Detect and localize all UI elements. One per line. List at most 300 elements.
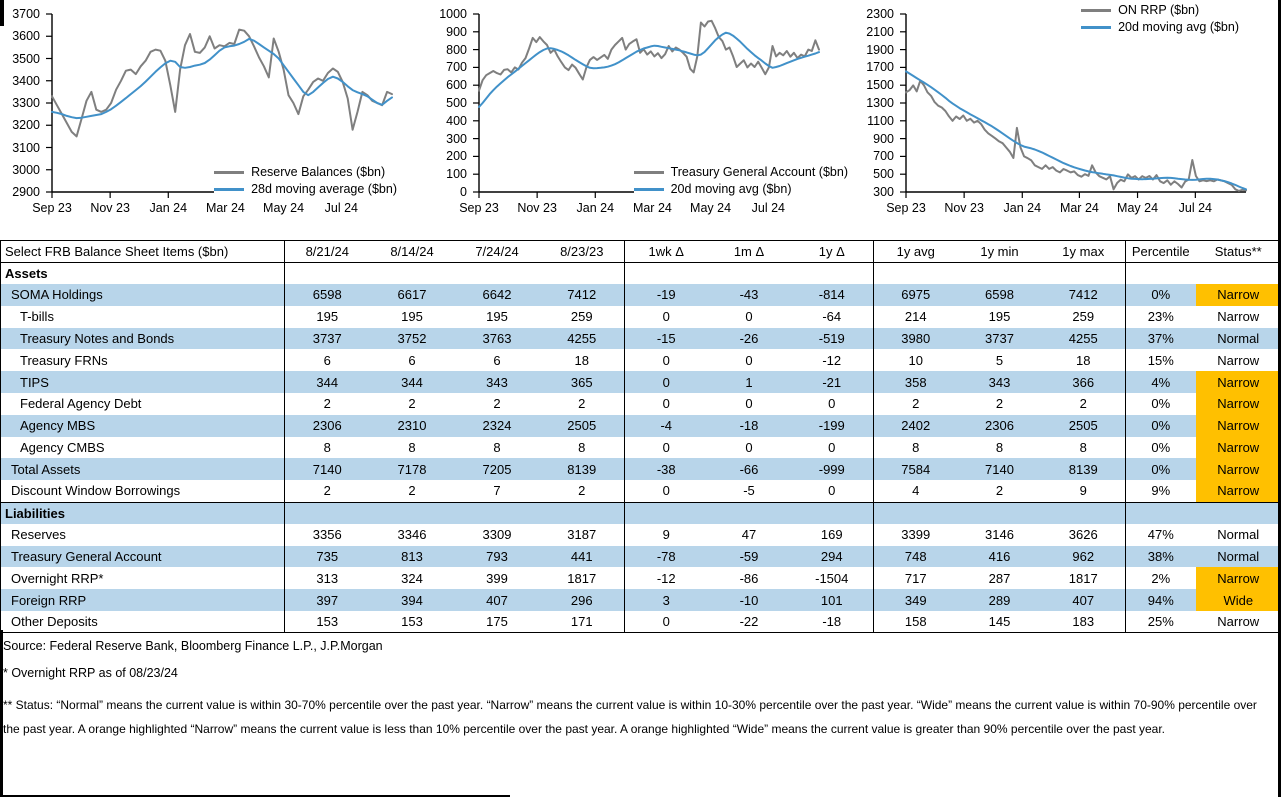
value-cell	[540, 502, 625, 524]
y-axis-label: 500	[446, 96, 467, 110]
table-row	[1, 437, 1281, 459]
value-cell: 195	[988, 309, 1011, 325]
value-cell: 3626	[1042, 524, 1126, 546]
value-cell: 8139	[540, 458, 625, 480]
value-cell: 8	[493, 440, 501, 456]
value-cell: -19	[625, 284, 708, 306]
row-label: Foreign RRP	[1, 589, 285, 611]
chart-treasury-general-account	[427, 0, 854, 240]
legend-line-swatch	[1081, 9, 1111, 12]
percentile-cell	[1126, 502, 1196, 524]
y-axis-label: 200	[446, 149, 467, 164]
value-cell: -1504	[791, 567, 874, 589]
table-row	[1, 546, 1281, 568]
row-label: Agency CMBS	[1, 437, 285, 459]
value-cell: -5	[743, 483, 755, 499]
value-cell: 813	[370, 546, 455, 568]
value-cell: 2505	[540, 415, 625, 437]
value-cell: 3187	[540, 524, 625, 546]
value-cell: 0	[745, 396, 753, 412]
footer	[0, 633, 1281, 741]
value-cell: 4255	[540, 328, 625, 350]
status-cell	[1196, 502, 1281, 524]
row-label: Reserves	[1, 524, 285, 546]
value-cell: 3763	[455, 328, 540, 350]
value-cell	[958, 262, 1042, 284]
value-cell: 3399	[901, 527, 931, 543]
value-cell: 2	[408, 483, 416, 499]
x-axis-label: Jul 24	[324, 201, 359, 215]
column-header: 1y Δ	[791, 241, 874, 263]
value-cell: 3	[625, 589, 708, 611]
value-cell: -199	[791, 415, 874, 437]
y-axis-label: 800	[446, 42, 467, 57]
charts-row	[0, 0, 1281, 240]
x-axis-label: Jul 24	[751, 201, 786, 215]
value-cell: 394	[370, 589, 455, 611]
value-cell: 2310	[370, 415, 455, 437]
y-axis-label: 1000	[439, 7, 467, 21]
legend-label: ON RRP ($bn)	[1118, 3, 1200, 17]
row-label: T-bills	[1, 306, 285, 328]
value-cell: 366	[1042, 371, 1126, 393]
percentile-cell: 0%	[1126, 284, 1196, 306]
status-cell: Normal	[1217, 527, 1260, 543]
value-cell: 10	[908, 352, 923, 368]
legend	[1081, 2, 1239, 36]
value-cell: 962	[1042, 546, 1126, 568]
x-axis-label: Jan 24	[576, 201, 615, 215]
value-cell: 2	[995, 396, 1004, 412]
value-cell: 9	[1042, 480, 1126, 502]
value-cell: 0	[662, 440, 670, 456]
percentile-cell: 47%	[1147, 527, 1174, 543]
column-header: 8/23/23	[540, 241, 625, 263]
column-header: 1m Δ	[708, 241, 791, 263]
value-cell: 287	[988, 570, 1011, 586]
value-cell: 7178	[370, 458, 455, 480]
legend-label: 20d moving avg ($bn)	[670, 182, 792, 196]
value-cell: 717	[904, 570, 927, 586]
value-cell	[791, 502, 874, 524]
value-cell: 2	[493, 396, 501, 412]
x-axis-label: Mar 24	[632, 201, 672, 215]
status-cell: Narrow	[1196, 393, 1281, 415]
legend-item	[634, 181, 848, 198]
value-cell: 399	[486, 570, 508, 586]
table-row	[1, 567, 1281, 589]
legend-item	[214, 181, 397, 198]
value-cell	[1042, 262, 1126, 284]
percentile-cell: 2%	[1151, 570, 1171, 586]
column-header: 1wk Δ	[625, 241, 708, 263]
x-axis-label: Mar 24	[205, 201, 245, 215]
source-note: Source: Federal Reserve Bank, Bloomberg Finance L.P., J.P.Morgan	[3, 639, 383, 654]
percentile-cell: 9%	[1151, 483, 1171, 499]
value-cell: 2402	[874, 415, 958, 437]
table-row	[1, 611, 1281, 633]
value-cell: 3309	[482, 527, 512, 543]
y-axis-label: 1100	[867, 113, 894, 128]
row-label: Total Assets	[1, 458, 285, 480]
status-cell: Narrow	[1196, 284, 1281, 306]
legend-item	[214, 164, 397, 181]
chart-on-rrp	[854, 0, 1281, 240]
y-axis-label: 3200	[12, 118, 40, 133]
table-row	[1, 458, 1281, 480]
table-row	[1, 306, 1281, 328]
x-axis-label: Nov 23	[517, 201, 557, 215]
value-cell: 343	[958, 371, 1042, 393]
value-cell: 7	[493, 483, 501, 499]
value-cell: 195	[486, 309, 508, 325]
value-cell: 0	[662, 483, 670, 499]
value-cell: 3356	[312, 527, 342, 543]
value-cell: 3980	[874, 328, 958, 350]
row-label: Other Deposits	[1, 611, 285, 633]
value-cell	[285, 502, 370, 524]
x-axis-label: Nov 23	[90, 201, 130, 215]
legend-line-swatch	[634, 188, 664, 191]
value-cell: -15	[625, 328, 708, 350]
value-cell: 169	[791, 524, 874, 546]
value-cell: 7205	[455, 458, 540, 480]
value-cell: 365	[540, 371, 625, 393]
row-label: Assets	[1, 262, 285, 284]
value-cell: 4	[912, 483, 920, 499]
value-cell: -12	[791, 349, 874, 371]
y-axis-label: 2900	[12, 185, 40, 199]
y-axis-label: 500	[873, 167, 894, 182]
table-header-row	[1, 241, 1281, 263]
value-cell: 6	[493, 352, 501, 368]
value-cell: 0	[791, 437, 874, 459]
x-axis-label: Mar 24	[1059, 201, 1099, 215]
value-cell: 0	[791, 393, 874, 415]
status-cell: Narrow	[1217, 614, 1260, 630]
column-header: 1y min	[958, 241, 1042, 263]
value-cell: -38	[625, 458, 708, 480]
value-cell: 171	[540, 611, 625, 633]
value-cell: 0	[791, 480, 874, 502]
legend-line-swatch	[214, 188, 244, 191]
status-cell	[1196, 262, 1281, 284]
table-row	[1, 589, 1281, 611]
table-title: Select FRB Balance Sheet Items ($bn)	[1, 241, 285, 263]
value-cell: 407	[1042, 589, 1126, 611]
value-cell: -4	[625, 415, 708, 437]
x-axis-label: Sep 23	[886, 201, 926, 215]
value-cell: 1	[708, 371, 791, 393]
value-cell	[455, 262, 540, 284]
value-cell: 0	[745, 440, 753, 456]
y-axis-label: 2100	[866, 24, 894, 39]
value-cell: -18	[791, 611, 874, 633]
status-cell: Normal	[1196, 328, 1281, 350]
table-row	[1, 415, 1281, 437]
value-cell: 349	[874, 589, 958, 611]
legend-label: Reserve Balances ($bn)	[251, 165, 386, 179]
value-cell: 6642	[455, 284, 540, 306]
value-cell: -66	[708, 458, 791, 480]
value-cell	[625, 262, 708, 284]
value-cell: 6617	[370, 284, 455, 306]
table-row	[1, 284, 1281, 306]
value-cell: -59	[708, 546, 791, 568]
value-cell	[874, 262, 958, 284]
y-axis-label: 600	[446, 78, 467, 93]
plot-area	[900, 8, 1252, 200]
y-axis-label: 300	[446, 131, 467, 146]
value-cell: 195	[401, 309, 423, 325]
value-cell: 7140	[285, 458, 370, 480]
value-cell: 2	[323, 396, 331, 412]
value-cell: 289	[958, 589, 1042, 611]
status-cell: Narrow	[1196, 480, 1281, 502]
value-cell: 175	[486, 614, 508, 630]
value-cell: 2	[995, 483, 1004, 499]
status-cell: Narrow	[1196, 437, 1281, 459]
value-cell	[540, 262, 625, 284]
value-cell: 344	[285, 371, 370, 393]
y-axis-label: 1900	[866, 42, 894, 57]
value-cell	[791, 262, 874, 284]
y-axis-label: 1300	[866, 96, 894, 110]
value-cell: 2306	[958, 415, 1042, 437]
value-cell: 3737	[285, 328, 370, 350]
value-cell: 183	[1042, 611, 1126, 633]
value-cell: 153	[316, 614, 339, 630]
series-line	[479, 21, 819, 91]
value-cell: 1817	[540, 567, 625, 589]
value-cell: -64	[791, 306, 874, 328]
value-cell: 7140	[958, 458, 1042, 480]
section-row	[1, 262, 1281, 284]
value-cell: 18	[540, 349, 625, 371]
legend-item	[1081, 19, 1239, 36]
value-cell: -86	[739, 570, 759, 586]
table-row	[1, 524, 1281, 546]
value-cell: 8	[408, 440, 416, 456]
value-cell: 0	[745, 352, 753, 368]
value-cell: 6	[408, 352, 416, 368]
column-header: 1y max	[1042, 241, 1126, 263]
value-cell: 294	[791, 546, 874, 568]
value-cell: 2	[540, 480, 625, 502]
value-cell: 8	[323, 440, 331, 456]
x-axis-label: May 24	[1117, 201, 1159, 215]
percentile-cell: 38%	[1126, 546, 1196, 568]
value-cell: 6	[323, 352, 331, 368]
value-cell	[625, 502, 708, 524]
value-cell: 7584	[874, 458, 958, 480]
y-axis-label: 700	[446, 60, 467, 75]
table-row	[1, 328, 1281, 350]
y-axis-label: 3100	[12, 140, 40, 155]
row-label: Liabilities	[1, 502, 285, 524]
value-cell: 793	[455, 546, 540, 568]
value-cell: -12	[656, 570, 676, 586]
y-axis-label: 900	[446, 24, 467, 39]
legend	[214, 164, 397, 198]
value-cell: 735	[285, 546, 370, 568]
y-axis-label: 300	[873, 185, 894, 199]
x-axis-label: Sep 23	[459, 201, 499, 215]
legend-line-swatch	[214, 171, 244, 174]
table-row	[1, 480, 1281, 502]
value-cell: 7412	[540, 284, 625, 306]
percentile-cell: 0%	[1151, 396, 1171, 412]
value-cell: 0	[662, 396, 670, 412]
status-cell: Narrow	[1196, 371, 1281, 393]
row-label: Treasury FRNs	[1, 349, 285, 371]
y-axis-label: 3500	[12, 51, 40, 66]
value-cell: 2	[912, 396, 920, 412]
y-axis-label: 3700	[12, 7, 40, 21]
value-cell: 343	[455, 371, 540, 393]
value-cell: 153	[401, 614, 423, 630]
value-cell: 47	[741, 527, 757, 543]
footnote-status-definition: ** Status: “Normal” means the current value is within 30-70% percentile over the past year. “Narrow” means the current value is within 10-30% percentile over the past year. “Wide” means the current value is within 70-90% percentile over the past year. A orange highlighted “Narrow” means the current value is less than 10% percentile over the past year. A orange highlighted “Wide” means the current value is greater than 90% percentile over the past year.	[3, 698, 1257, 737]
value-cell: 158	[904, 614, 927, 630]
value-cell: 324	[401, 570, 423, 586]
value-cell: -814	[791, 284, 874, 306]
y-axis-label: 1500	[866, 78, 894, 93]
legend-label: Treasury General Account ($bn)	[670, 165, 848, 179]
balance-sheet-table	[0, 240, 1281, 633]
x-axis-label: Jan 24	[149, 201, 188, 215]
y-axis-label: 900	[873, 131, 894, 146]
row-label: TIPS	[1, 371, 285, 393]
value-cell	[455, 502, 540, 524]
row-label: Treasury General Account	[1, 546, 285, 568]
row-label: SOMA Holdings	[1, 284, 285, 306]
column-header: Percentile	[1126, 241, 1196, 263]
legend-item	[634, 164, 848, 181]
value-cell: 6975	[874, 284, 958, 306]
x-axis-label: Jul 24	[1178, 201, 1213, 215]
value-cell: 3737	[958, 328, 1042, 350]
value-cell	[1042, 502, 1126, 524]
value-cell	[958, 502, 1042, 524]
percentile-cell: 25%	[1147, 614, 1174, 630]
value-cell: 0	[625, 371, 708, 393]
value-cell: 195	[316, 309, 339, 325]
status-cell: Normal	[1196, 546, 1281, 568]
value-cell: 145	[988, 614, 1011, 630]
value-cell: 8139	[1042, 458, 1126, 480]
value-cell: 0	[662, 614, 670, 630]
x-axis-label: Jan 24	[1003, 201, 1042, 215]
x-axis-label: Sep 23	[32, 201, 72, 215]
value-cell: 5	[995, 352, 1004, 368]
y-axis-label: 3300	[12, 96, 40, 110]
value-cell: 2	[1042, 393, 1126, 415]
value-cell	[285, 262, 370, 284]
chart-reserve-balances	[0, 0, 427, 240]
value-cell: -21	[791, 371, 874, 393]
value-cell: 2	[323, 483, 331, 499]
value-cell: 101	[791, 589, 874, 611]
y-axis-label: 400	[446, 113, 467, 128]
percentile-cell: 15%	[1147, 352, 1174, 368]
value-cell: 748	[874, 546, 958, 568]
value-cell	[708, 502, 791, 524]
legend-label: 28d moving average ($bn)	[251, 182, 397, 196]
value-cell: 6598	[285, 284, 370, 306]
legend-line-swatch	[1081, 26, 1111, 29]
value-cell: 2	[540, 393, 625, 415]
row-label: Treasury Notes and Bonds	[1, 328, 285, 350]
value-cell: 0	[662, 309, 670, 325]
value-cell: 344	[370, 371, 455, 393]
y-axis-label: 100	[446, 167, 467, 182]
legend	[634, 164, 848, 198]
y-axis-label: 3400	[12, 73, 40, 88]
y-axis-label: 3000	[12, 162, 40, 177]
value-cell: 8	[1042, 437, 1126, 459]
value-cell: -43	[708, 284, 791, 306]
table-row	[1, 349, 1281, 371]
value-cell: 8	[912, 440, 920, 456]
screenshot-edge	[0, 0, 4, 26]
value-cell: 407	[455, 589, 540, 611]
value-cell: 6598	[958, 284, 1042, 306]
y-axis-label: 2300	[866, 7, 894, 21]
status-cell: Narrow	[1196, 415, 1281, 437]
status-cell: Narrow	[1217, 352, 1260, 368]
legend-label: 20d moving avg ($bn)	[1118, 20, 1239, 34]
value-cell: 259	[1042, 306, 1126, 328]
column-header: 8/14/24	[370, 241, 455, 263]
value-cell: 4255	[1042, 328, 1126, 350]
percentile-cell: 4%	[1126, 371, 1196, 393]
value-cell: -26	[708, 328, 791, 350]
value-cell	[708, 262, 791, 284]
y-axis-label: 1700	[866, 60, 894, 75]
row-label: Discount Window Borrowings	[1, 480, 285, 502]
value-cell: 7412	[1042, 284, 1126, 306]
series-line	[906, 81, 1246, 191]
footnote-overnight-rrp: * Overnight RRP as of 08/23/24	[3, 666, 178, 681]
value-cell: 0	[745, 309, 753, 325]
status-cell: Narrow	[1196, 458, 1281, 480]
percentile-cell: 37%	[1126, 328, 1196, 350]
value-cell: 8	[540, 437, 625, 459]
value-cell: 214	[904, 309, 927, 325]
value-cell: 2306	[285, 415, 370, 437]
value-cell	[874, 502, 958, 524]
value-cell	[370, 502, 455, 524]
value-cell: 313	[316, 570, 339, 586]
value-cell: 2324	[455, 415, 540, 437]
value-cell: 0	[662, 352, 670, 368]
legend-line-swatch	[634, 171, 664, 174]
percentile-cell: 0%	[1126, 458, 1196, 480]
status-cell: Narrow	[1217, 309, 1260, 325]
y-axis-label: 3600	[12, 29, 40, 44]
column-header: 1y avg	[874, 241, 958, 263]
value-cell: 9	[662, 527, 670, 543]
row-label: Federal Agency Debt	[1, 393, 285, 415]
status-cell: Wide	[1196, 589, 1281, 611]
value-cell: 18	[1042, 349, 1126, 371]
value-cell: -999	[791, 458, 874, 480]
value-cell: 397	[285, 589, 370, 611]
series-line	[52, 30, 392, 137]
value-cell: 8	[995, 440, 1004, 456]
x-axis-label: May 24	[690, 201, 732, 215]
